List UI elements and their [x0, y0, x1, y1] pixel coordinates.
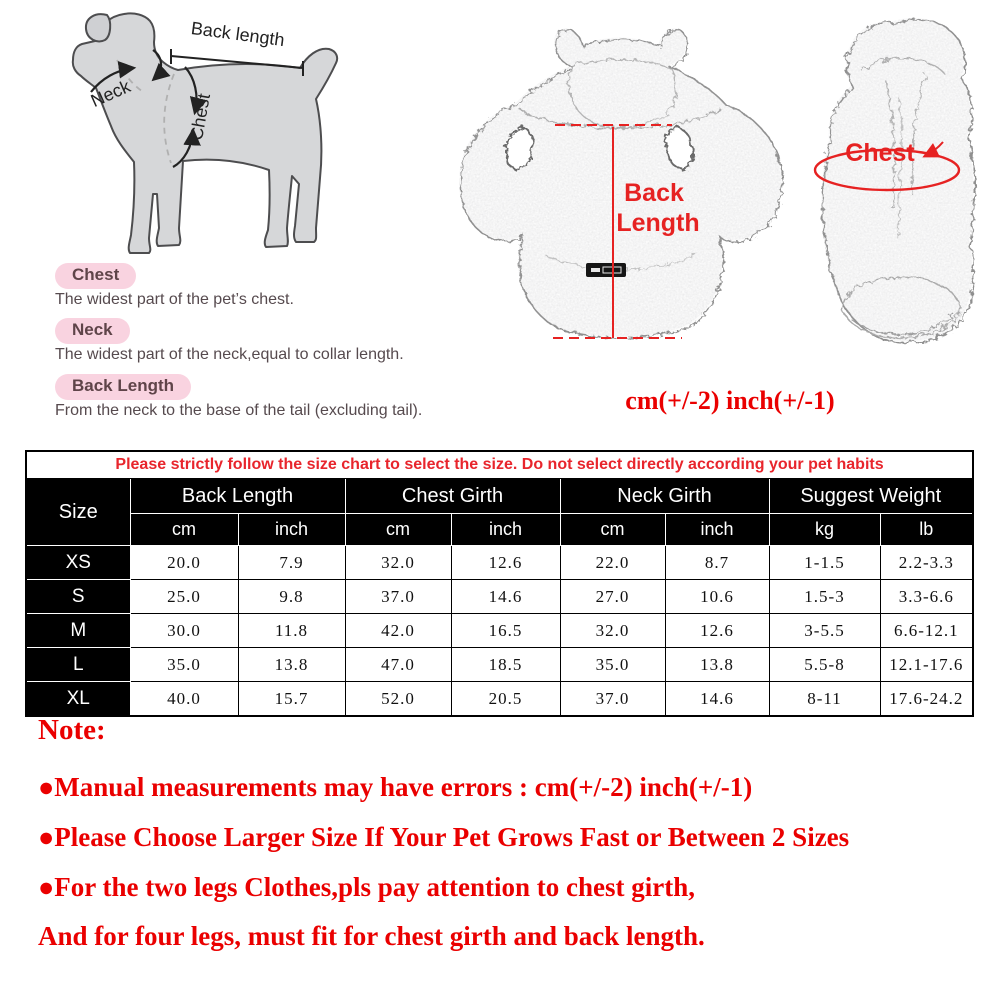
value-cell: 52.0 [345, 682, 451, 717]
table-row-xl [26, 682, 973, 717]
garment-chest-label: Chest [845, 139, 915, 167]
value-cell: 47.0 [345, 648, 451, 682]
value-cell: 17.6-24.2 [880, 682, 973, 717]
dog-ear [86, 14, 110, 41]
definition-item [55, 263, 535, 309]
dog-neck-label: Neck [87, 76, 134, 111]
unit-header-inch: inch [665, 514, 769, 546]
value-cell: 20.5 [451, 682, 560, 717]
value-cell: 8-11 [769, 682, 880, 717]
note-line: And for four legs, must fit for chest girth and back length. [38, 921, 705, 952]
value-cell: 1-1.5 [769, 546, 880, 580]
group-header-back-length: Back Length [130, 479, 345, 514]
value-cell: 18.5 [451, 648, 560, 682]
value-cell: 6.6-12.1 [880, 614, 973, 648]
unit-header-cm: cm [560, 514, 665, 546]
value-cell: 12.6 [451, 546, 560, 580]
size-column-header: Size [26, 479, 130, 546]
value-cell: 3-5.5 [769, 614, 880, 648]
value-cell: 9.8 [238, 580, 345, 614]
value-cell: 20.0 [130, 546, 238, 580]
definition-item [55, 318, 535, 364]
garment-back-length-label-line2: Length [616, 209, 700, 237]
table-row-xs [26, 546, 973, 580]
note-line: ●Manual measurements may have errors : cm(+/-2) inch(+/-1) [38, 772, 753, 802]
table-banner: Please strictly follow the size chart to select the size. Do not select directly according your pet habits [26, 451, 973, 479]
value-cell: 11.8 [238, 614, 345, 648]
group-header-neck-girth: Neck Girth [560, 479, 769, 514]
size-cell: S [26, 580, 130, 614]
table-unit-row [26, 514, 973, 546]
garment-side-view [795, 8, 995, 353]
definition-term-pill: Neck [55, 318, 130, 344]
value-cell: 15.7 [238, 682, 345, 717]
size-cell: XL [26, 682, 130, 717]
unit-header-inch: inch [238, 514, 345, 546]
unit-header-inch: inch [451, 514, 560, 546]
value-cell: 22.0 [560, 546, 665, 580]
value-cell: 37.0 [345, 580, 451, 614]
value-cell: 5.5-8 [769, 648, 880, 682]
size-cell: XS [26, 546, 130, 580]
unit-header-cm: cm [345, 514, 451, 546]
value-cell: 13.8 [238, 648, 345, 682]
value-cell: 10.6 [665, 580, 769, 614]
definition-text: From the neck to the base of the tail (excluding tail). [55, 401, 423, 419]
value-cell: 14.6 [451, 580, 560, 614]
value-cell: 35.0 [560, 648, 665, 682]
value-cell: 35.0 [130, 648, 238, 682]
definition-term-pill: Chest [55, 263, 136, 289]
tolerance-note: cm(+/-2) inch(+/-1) [625, 386, 835, 415]
value-cell: 3.3-6.6 [880, 580, 973, 614]
value-cell: 32.0 [560, 614, 665, 648]
definition-term-pill: Back Length [55, 374, 191, 400]
table-banner-row [26, 451, 973, 479]
value-cell: 16.5 [451, 614, 560, 648]
definition-item [55, 374, 535, 420]
value-cell: 27.0 [560, 580, 665, 614]
note-heading: Note: [38, 714, 106, 746]
value-cell: 7.9 [238, 546, 345, 580]
value-cell: 8.7 [665, 546, 769, 580]
value-cell: 37.0 [560, 682, 665, 717]
unit-header-kg: kg [769, 514, 880, 546]
size-cell: L [26, 648, 130, 682]
dog-back-length-label: Back length [189, 17, 286, 51]
note-line: ●Please Choose Larger Size If Your Pet Grows Fast or Between 2 Sizes [38, 821, 850, 852]
value-cell: 42.0 [345, 614, 451, 648]
group-header-suggest-weight: Suggest Weight [769, 479, 973, 514]
value-cell: 25.0 [130, 580, 238, 614]
table-row-s [26, 580, 973, 614]
brand-tag [586, 263, 626, 277]
value-cell: 14.6 [665, 682, 769, 717]
unit-header-cm: cm [130, 514, 238, 546]
dog-measurement-diagram [50, 0, 370, 270]
garment-back-length-label-line1: Back [624, 179, 684, 207]
measurement-definitions [55, 263, 535, 429]
dog-chest-label: Chest [186, 92, 215, 142]
value-cell: 1.5-3 [769, 580, 880, 614]
table-row-m [26, 614, 973, 648]
size-chart-table [25, 450, 974, 717]
size-cell: M [26, 614, 130, 648]
note-line: ●For the two legs Clothes,pls pay attention to chest girth, [38, 871, 696, 902]
definition-text: The widest part of the neck,equal to collar length. [55, 346, 404, 364]
value-cell: 2.2-3.3 [880, 546, 973, 580]
table-group-header-row [26, 479, 973, 514]
note-lines [38, 771, 968, 954]
value-cell: 12.1-17.6 [880, 648, 973, 682]
table-row-l [26, 648, 973, 682]
value-cell: 12.6 [665, 614, 769, 648]
notes-section [38, 714, 968, 970]
group-header-chest-girth: Chest Girth [345, 479, 560, 514]
value-cell: 30.0 [130, 614, 238, 648]
value-cell: 40.0 [130, 682, 238, 717]
value-cell: 32.0 [345, 546, 451, 580]
value-cell: 13.8 [665, 648, 769, 682]
definition-text: The widest part of the pet’s chest. [55, 291, 294, 308]
unit-header-lb: lb [880, 514, 973, 546]
